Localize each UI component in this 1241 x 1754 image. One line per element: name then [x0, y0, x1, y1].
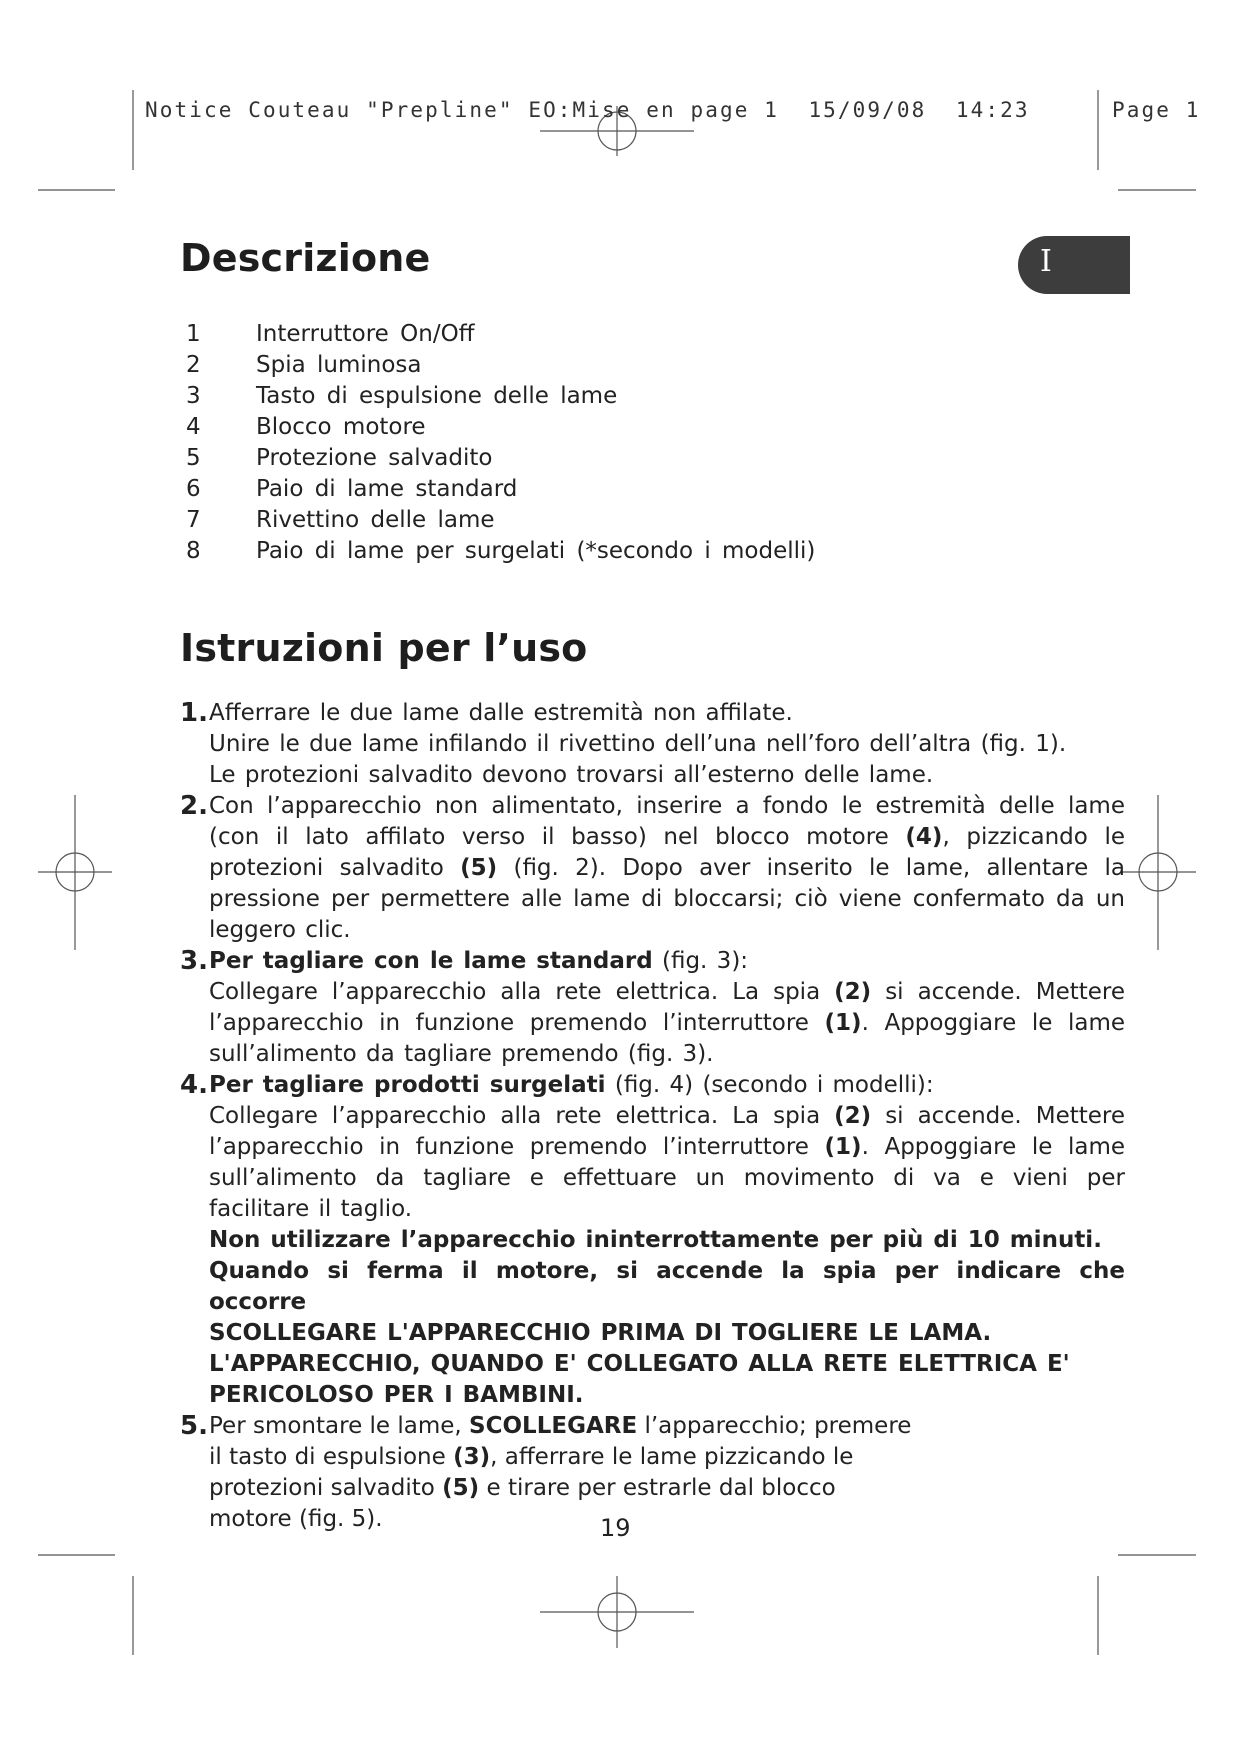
step-3-heading: Per tagliare con le lame standard [209, 948, 653, 974]
step-2-text-a: Con l’apparecchio non alimentato, inserire a fondo le estremità delle lame (con il lato affilato verso il basso) nel blocco motore [209, 793, 1125, 850]
ref-indicator: (2) [834, 1103, 872, 1129]
list-item [182, 442, 882, 473]
item-number: 5 [186, 444, 201, 471]
step-4-heading: Per tagliare prodotti surgelati [209, 1072, 606, 1098]
step-4 [180, 1070, 1125, 1411]
list-item [182, 380, 882, 411]
step-5-text-c: , afferrare le lame pizzicando le protezioni salvadito [209, 1444, 854, 1501]
warning-line-5: PERICOLOSO PER I BAMBINI. [209, 1382, 584, 1408]
step-3-text-b: si accende. Mettere l’apparecchio in funzione premendo l’interruttore [209, 979, 1126, 1036]
item-label: Interruttore On/Off [256, 320, 475, 347]
list-item [182, 349, 882, 380]
step-4-fig: (fig. 4) (secondo i modelli): [614, 1072, 934, 1098]
item-number: 3 [186, 382, 201, 409]
instructions-title: Istruzioni per l’uso [180, 626, 588, 670]
list-item [182, 535, 882, 566]
step-1-line-2: Unire le due lame infilando il rivettino dell’una nell’foro dell’altra (fig. 1). [209, 731, 1067, 757]
ref-eject-button: (3) [453, 1444, 491, 1470]
ref-finger-guard: (5) [442, 1475, 480, 1501]
list-item [182, 318, 882, 349]
page-number: 19 [600, 1514, 631, 1542]
step-number: 1. [180, 698, 208, 728]
item-number: 7 [186, 506, 201, 533]
step-5 [180, 1411, 1125, 1535]
instructions-list [180, 698, 1125, 1535]
ref-motor-block: (4) [905, 824, 943, 850]
step-text [209, 1070, 1125, 1411]
step-4-text-a: Collegare l’apparecchio alla rete elettrica. La spia [209, 1103, 821, 1129]
ref-switch: (1) [824, 1134, 862, 1160]
item-number: 1 [186, 320, 201, 347]
description-title: Descrizione [180, 236, 431, 280]
step-5-text-b: l’apparecchio; premere il tasto di espulsione [209, 1413, 912, 1470]
item-label: Rivettino delle lame [256, 506, 495, 533]
list-item [182, 473, 882, 504]
step-1-line-3: Le protezioni salvadito devono trovarsi all’esterno delle lame. [209, 762, 934, 788]
unplug-warning: SCOLLEGARE [469, 1413, 638, 1439]
step-text [209, 1411, 1125, 1535]
step-2-text-c: (fig. 2). Dopo aver inserito le lame, allentare la pressione per permettere alle lame di bloccarsi; ciò viene confermato da un leggero clic. [209, 855, 1126, 943]
parts-list [182, 318, 882, 566]
step-1-line-1: Afferrare le due lame dalle estremità non affilate. [209, 700, 793, 726]
ref-switch: (1) [824, 1010, 862, 1036]
item-label: Tasto di espulsione delle lame [256, 382, 618, 409]
warning-line-1: Non utilizzare l’apparecchio ininterrottamente per più di 10 minuti. [209, 1227, 1102, 1253]
list-item [182, 504, 882, 535]
step-text [209, 946, 1125, 1070]
ref-indicator: (2) [834, 979, 872, 1005]
step-2 [180, 791, 1125, 946]
item-label: Protezione salvadito [256, 444, 493, 471]
step-number: 4. [180, 1070, 208, 1100]
step-5-text-a: Per smontare le lame, [209, 1413, 462, 1439]
step-number: 5. [180, 1411, 208, 1441]
ref-finger-guard: (5) [460, 855, 498, 881]
item-number: 4 [186, 413, 201, 440]
warning-line-3: SCOLLEGARE L'APPARECCHIO PRIMA DI TOGLIERE LE LAMA. [209, 1320, 992, 1346]
warning-line-4: L'APPARECCHIO, QUANDO E' COLLEGATO ALLA RETE ELETTRICA E' [209, 1351, 1070, 1377]
step-4-text-c: . Appoggiare le lame sull’alimento da tagliare e effettuare un movimento di va e vieni per facilitare il taglio. [209, 1134, 1125, 1222]
item-label: Paio di lame standard [256, 475, 518, 502]
item-label: Blocco motore [256, 413, 426, 440]
step-text [209, 698, 1125, 791]
item-number: 6 [186, 475, 201, 502]
step-4-text-b: si accende. Mettere l’apparecchio in funzione premendo l’interruttore [209, 1103, 1126, 1160]
print-slug-page: Page 1 [1112, 98, 1201, 122]
language-tab [1018, 236, 1130, 294]
step-3 [180, 946, 1125, 1070]
item-label: Paio di lame per surgelati (*secondo i modelli) [256, 537, 816, 564]
item-number: 2 [186, 351, 201, 378]
warning-line-2: Quando si ferma il motore, si accende la spia per indicare che occorre [209, 1258, 1125, 1315]
item-number: 8 [186, 537, 201, 564]
step-number: 2. [180, 791, 208, 821]
step-5-text-d: e tirare per estrarle dal blocco motore (fig. 5). [209, 1475, 836, 1532]
list-item [182, 411, 882, 442]
step-3-fig: (fig. 3): [662, 948, 749, 974]
step-3-text-a: Collegare l’apparecchio alla rete elettrica. La spia [209, 979, 821, 1005]
step-2-text-b: , pizzicando le protezioni salvadito [209, 824, 1125, 881]
step-text [209, 791, 1125, 946]
item-label: Spia luminosa [256, 351, 422, 378]
step-1 [180, 698, 1125, 791]
step-3-text-c: . Appoggiare le lame sull’alimento da tagliare premendo (fig. 3). [209, 1010, 1125, 1067]
language-tab-label: I [1040, 244, 1052, 279]
step-number: 3. [180, 946, 208, 976]
print-slug: Notice Couteau "Prepline" EO:Mise en page 1 15/09/08 14:23 [145, 98, 1030, 122]
